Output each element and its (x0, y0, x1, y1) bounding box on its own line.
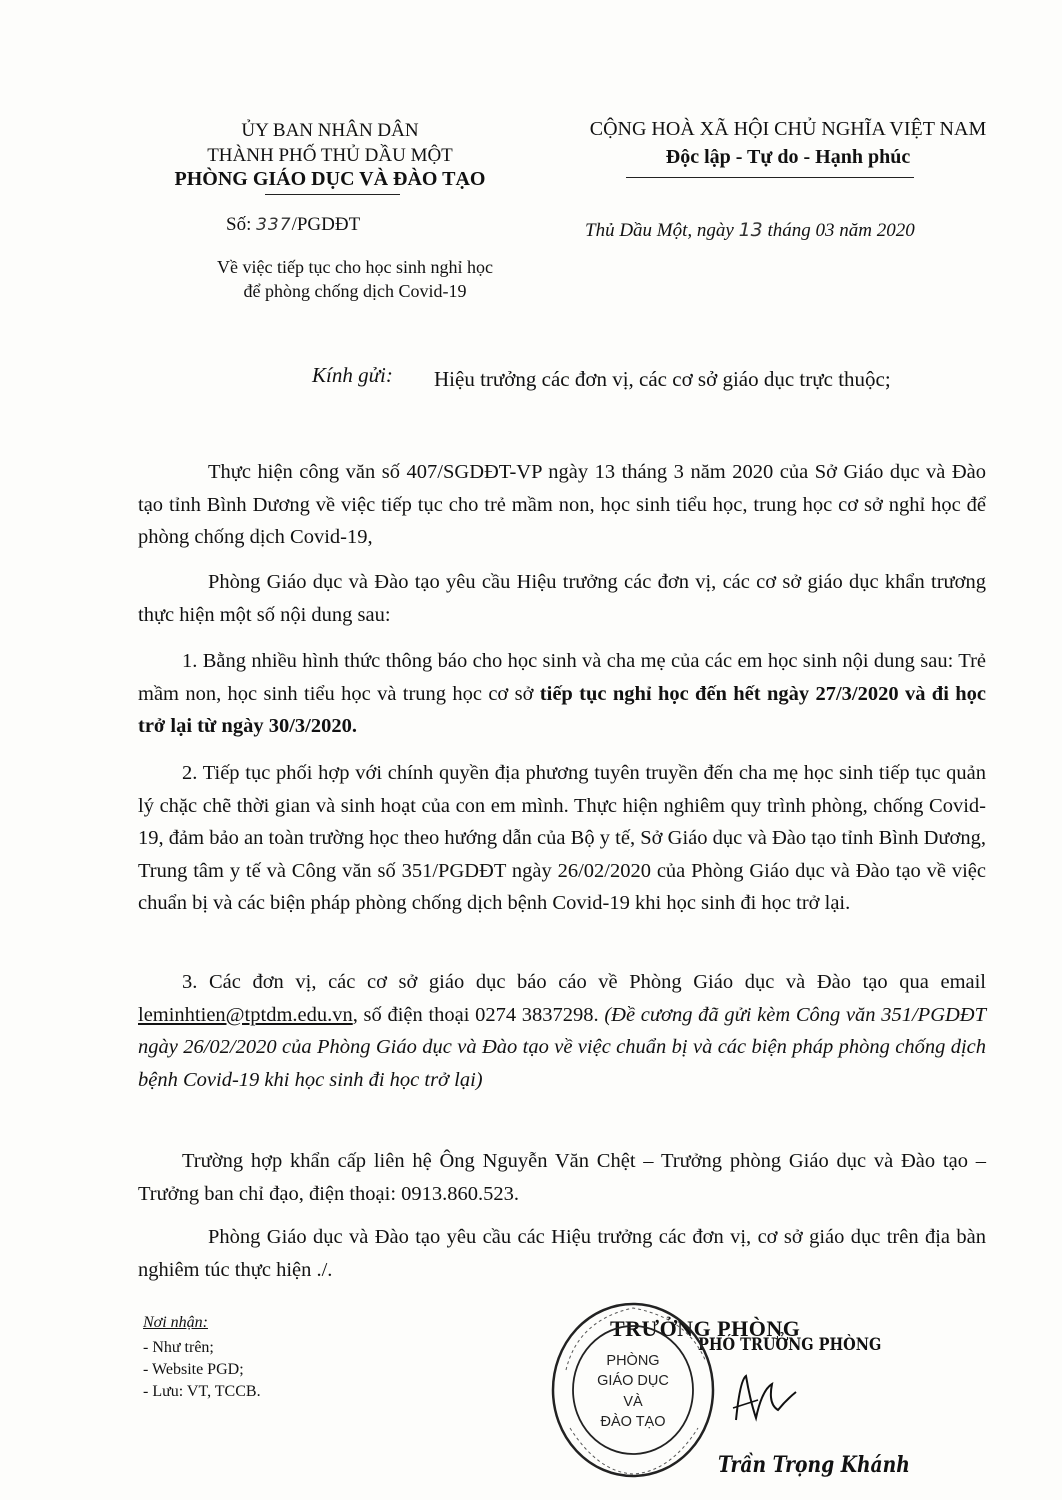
signer-name: Trần Trọng Khánh (718, 1452, 910, 1478)
recipients-title: Nơi nhận: (143, 1314, 208, 1331)
body-item-2: 2. Tiếp tục phối hợp với chính quyền địa phương tuyên truyền đến cha mẹ học sinh tiếp tục quản lý chặc chẽ thời gian và sinh hoạt của con em mình. Thực hiện nghiêm quy trình phòng, chống Covid-19, đảm bảo an toàn trường học theo hướng dẫn của Bộ y tế, Sở Giáo dục và Đào tạo tỉnh Bình Dương, Trung tâm y tế và Công văn số 351/PGDĐT ngày 26/02/2020 của Phòng Giáo dục và Đào tạo về việc chuẩn bị và các biện pháp phòng chống dịch bệnh Covid-19 khi học sinh đi học trở lại. (138, 762, 986, 914)
recipient-label: Kính gửi: (312, 363, 393, 387)
agency-line-1: ỦY BAN NHÂN DÂN (241, 120, 419, 141)
handwritten-signature (728, 1370, 803, 1425)
date-suffix: tháng 03 năm 2020 (767, 220, 915, 241)
seal-line-1: PHÒNG (606, 1353, 660, 1369)
doc-number-suffix: /PGDĐT (291, 214, 361, 235)
recipients-item: - Lưu: VT, TCCB. (143, 1383, 261, 1400)
subject-line-2: để phòng chống dịch Covid-19 (243, 281, 467, 301)
item-1-bold: tiếp tục nghỉ học đến hết ngày 27/3/2020 và đi học trở lại từ ngày 30/3/2020. (138, 682, 986, 737)
motto: Độc lập - Tự do - Hạnh phúc (665, 146, 911, 168)
item-3-note: (Đề cương đã gửi kèm Công văn 351/PGDĐT ngày 26/02/2020 của Phòng Giáo dục và Đào tạo về việc chuẩn bị và các biện pháp phòng chống dịch bệnh Covid-19 khi học sinh đi học trở lại) (138, 1003, 987, 1091)
body-item-1 (138, 645, 986, 743)
agency-underline (265, 194, 400, 195)
item-3-text: 3. Các đơn vị, các cơ sở giáo dục báo cáo về Phòng Giáo dục và Đào tạo qua email (182, 971, 986, 993)
agency-name: PHÒNG GIÁO DỤC VÀ ĐÀO TẠO (174, 168, 486, 190)
contact-email-link[interactable]: leminhtien@tptdm.edu.vn (138, 1003, 353, 1026)
recipients-item: - Website PGD; (143, 1361, 244, 1378)
seal-line-4: ĐÀO TẠO (600, 1414, 666, 1430)
doc-number-label: Số: (226, 214, 252, 235)
date-prefix: Thủ Dầu Một, ngày (585, 220, 734, 241)
issue-date (585, 219, 915, 242)
official-seal (548, 1300, 718, 1480)
seal-line-2: GIÁO DỤC (597, 1373, 669, 1389)
seal-line-3: VÀ (623, 1394, 643, 1410)
doc-number-handwritten: 337 (256, 215, 292, 235)
signature-title: TRƯỞNG PHÒNG (610, 1316, 801, 1341)
nation-title: CỘNG HOÀ XÃ HỘI CHỦ NGHĨA VIỆT NAM (589, 118, 987, 140)
subject-line-1: Về việc tiếp tục cho học sinh nghỉ học (217, 257, 493, 277)
agency-line-2: THÀNH PHỐ THỦ DẦU MỘT (207, 145, 453, 166)
body-paragraph-1: Thực hiện công văn số 407/SGDĐT-VP ngày 13 tháng 3 năm 2020 của Sở Giáo dục và Đào tạo tỉnh Bình Dương về việc tiếp tục cho trẻ mầm non, học sinh tiểu học, trung học cơ sở nghỉ học để phòng chống dịch Covid-19, (138, 461, 986, 548)
document-number (226, 214, 360, 236)
signature-subtitle: PHÓ TRƯỞNG PHÒNG (698, 1335, 882, 1355)
motto-underline (626, 177, 914, 178)
recipient-text: Hiệu trưởng các đơn vị, các cơ sở giáo dục trực thuộc; (434, 367, 891, 391)
body-paragraph-closing: Phòng Giáo dục và Đào tạo yêu cầu các Hiệu trưởng các đơn vị, cơ sở giáo dục trên địa bàn nghiêm túc thực hiện ./. (138, 1226, 986, 1281)
item-1-text: 1. Bằng nhiều hình thức thông báo cho học sinh và cha mẹ của các em học sinh nội dung sau: Trẻ mầm non, học sinh tiểu học và trung học cơ sở (138, 650, 986, 705)
date-day-handwritten: 13 (738, 219, 763, 241)
item-3-phone: , số điện thoại 0274 3837298. (352, 1003, 599, 1026)
body-paragraph-2: Phòng Giáo dục và Đào tạo yêu cầu Hiệu trưởng các đơn vị, các cơ sở giáo dục khẩn trương thực hiện một số nội dung sau: (138, 571, 986, 626)
body-paragraph-emergency: Trường hợp khẩn cấp liên hệ Ông Nguyễn Văn Chệt – Trưởng phòng Giáo dục và Đào tạo – Trưởng ban chỉ đạo, điện thoại: 0913.860.523. (138, 1150, 986, 1205)
recipients-item: - Như trên; (143, 1339, 214, 1356)
body-item-3 (138, 966, 986, 1096)
